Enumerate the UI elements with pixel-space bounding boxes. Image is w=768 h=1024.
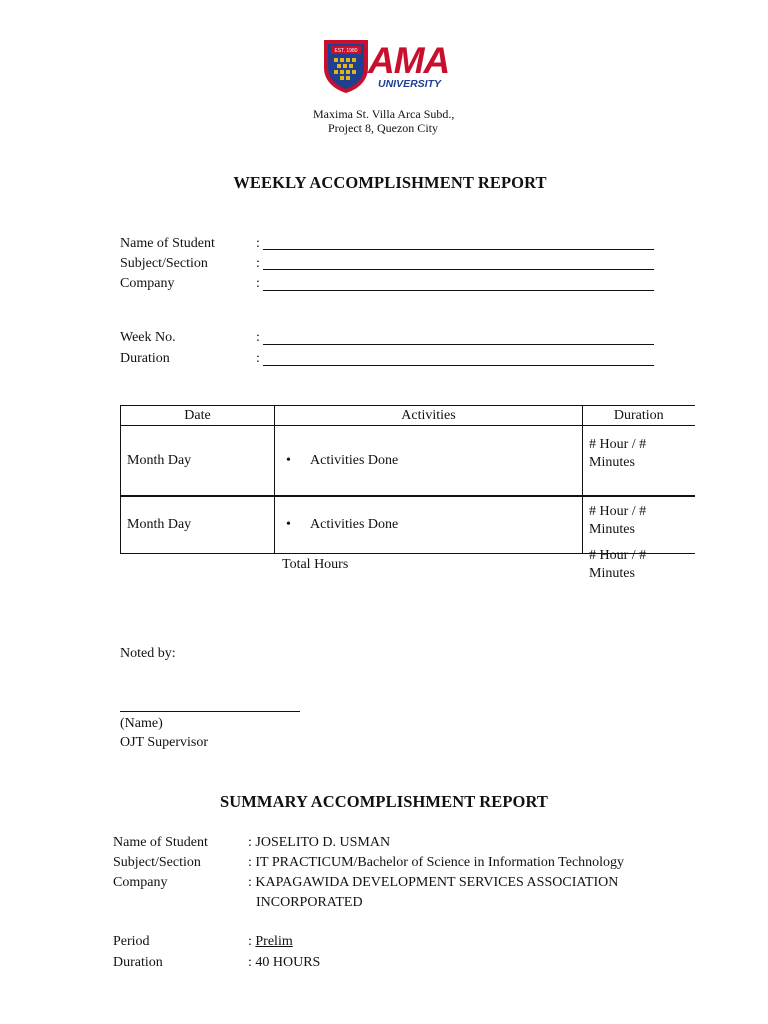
field-label-duration: Duration bbox=[120, 351, 170, 366]
signer-role: OJT Supervisor bbox=[120, 735, 209, 750]
summary-value-duration: : 40 HOURS bbox=[248, 955, 321, 970]
logo-subtext: UNIVERSITY bbox=[378, 78, 442, 90]
table-row bbox=[121, 496, 695, 554]
weekly-report-title: WEEKLY ACCOMPLISHMENT REPORT bbox=[233, 173, 547, 192]
field-line-subject[interactable] bbox=[263, 269, 654, 270]
signer-name: (Name) bbox=[120, 716, 163, 731]
field-colon-week: : bbox=[256, 330, 260, 345]
summary-value-company-2: INCORPORATED bbox=[256, 895, 363, 910]
duration-line-1: # Hour / # bbox=[589, 504, 647, 519]
cell-activities bbox=[275, 496, 583, 554]
header-duration: Duration bbox=[583, 406, 695, 426]
university-logo bbox=[322, 38, 452, 96]
duration-line-2: Minutes bbox=[589, 522, 635, 537]
logo-text: AMA bbox=[368, 40, 450, 81]
cell-date: Month Day bbox=[121, 496, 275, 554]
cell-duration bbox=[583, 426, 695, 497]
duration-line-2: Minutes bbox=[589, 455, 635, 470]
crest-icon bbox=[322, 38, 370, 94]
period-colon: : bbox=[248, 934, 256, 949]
activity-text: Activities Done bbox=[310, 517, 399, 532]
field-colon-company: : bbox=[256, 276, 260, 291]
summary-label-duration: Duration bbox=[113, 955, 163, 970]
activity-text: Activities Done bbox=[310, 452, 399, 468]
table-header-row bbox=[121, 406, 695, 426]
field-label-week: Week No. bbox=[120, 330, 176, 345]
signature-line[interactable] bbox=[120, 711, 300, 712]
field-label-name: Name of Student bbox=[120, 236, 215, 251]
field-colon-name: : bbox=[256, 236, 260, 251]
total-hours-value-2: Minutes bbox=[589, 566, 635, 581]
period-value: Prelim bbox=[255, 934, 293, 949]
header-activities: Activities bbox=[275, 406, 583, 426]
cell-activities bbox=[275, 426, 583, 497]
activities-table bbox=[120, 405, 695, 554]
table-row bbox=[121, 426, 695, 497]
svg-text:EST. 1980: EST. 1980 bbox=[334, 48, 358, 54]
total-hours-label: Total Hours bbox=[282, 557, 349, 572]
summary-report-title: SUMMARY ACCOMPLISHMENT REPORT bbox=[219, 792, 549, 811]
field-line-week[interactable] bbox=[263, 344, 654, 345]
field-label-company: Company bbox=[120, 276, 175, 291]
address-line-2: Project 8, Quezon City bbox=[328, 121, 438, 135]
summary-label-name: Name of Student bbox=[113, 835, 208, 850]
total-hours-value-1: # Hour / # bbox=[589, 548, 647, 563]
cell-duration bbox=[583, 496, 695, 554]
field-line-name[interactable] bbox=[263, 249, 654, 250]
header-date: Date bbox=[121, 406, 275, 426]
summary-label-period: Period bbox=[113, 934, 150, 949]
field-colon-subject: : bbox=[256, 256, 260, 271]
noted-by-label: Noted by: bbox=[120, 646, 176, 661]
bullet-icon: • bbox=[286, 452, 291, 468]
duration-line-1: # Hour / # bbox=[589, 437, 647, 452]
summary-label-company: Company bbox=[113, 875, 168, 890]
field-line-company[interactable] bbox=[263, 290, 654, 291]
summary-value-company: : KAPAGAWIDA DEVELOPMENT SERVICES ASSOCIATION bbox=[248, 875, 619, 890]
summary-value-subject: : IT PRACTICUM/Bachelor of Science in Information Technology bbox=[248, 855, 625, 870]
field-label-subject: Subject/Section bbox=[120, 256, 208, 271]
field-line-duration[interactable] bbox=[263, 365, 654, 366]
summary-label-subject: Subject/Section bbox=[113, 855, 201, 870]
address-line-1: Maxima St. Villa Arca Subd., bbox=[313, 107, 455, 121]
summary-value-name: : JOSELITO D. USMAN bbox=[248, 835, 391, 850]
field-colon-duration: : bbox=[256, 351, 260, 366]
cell-date: Month Day bbox=[121, 426, 275, 497]
bullet-icon: • bbox=[286, 517, 291, 532]
summary-value-period bbox=[248, 932, 293, 952]
